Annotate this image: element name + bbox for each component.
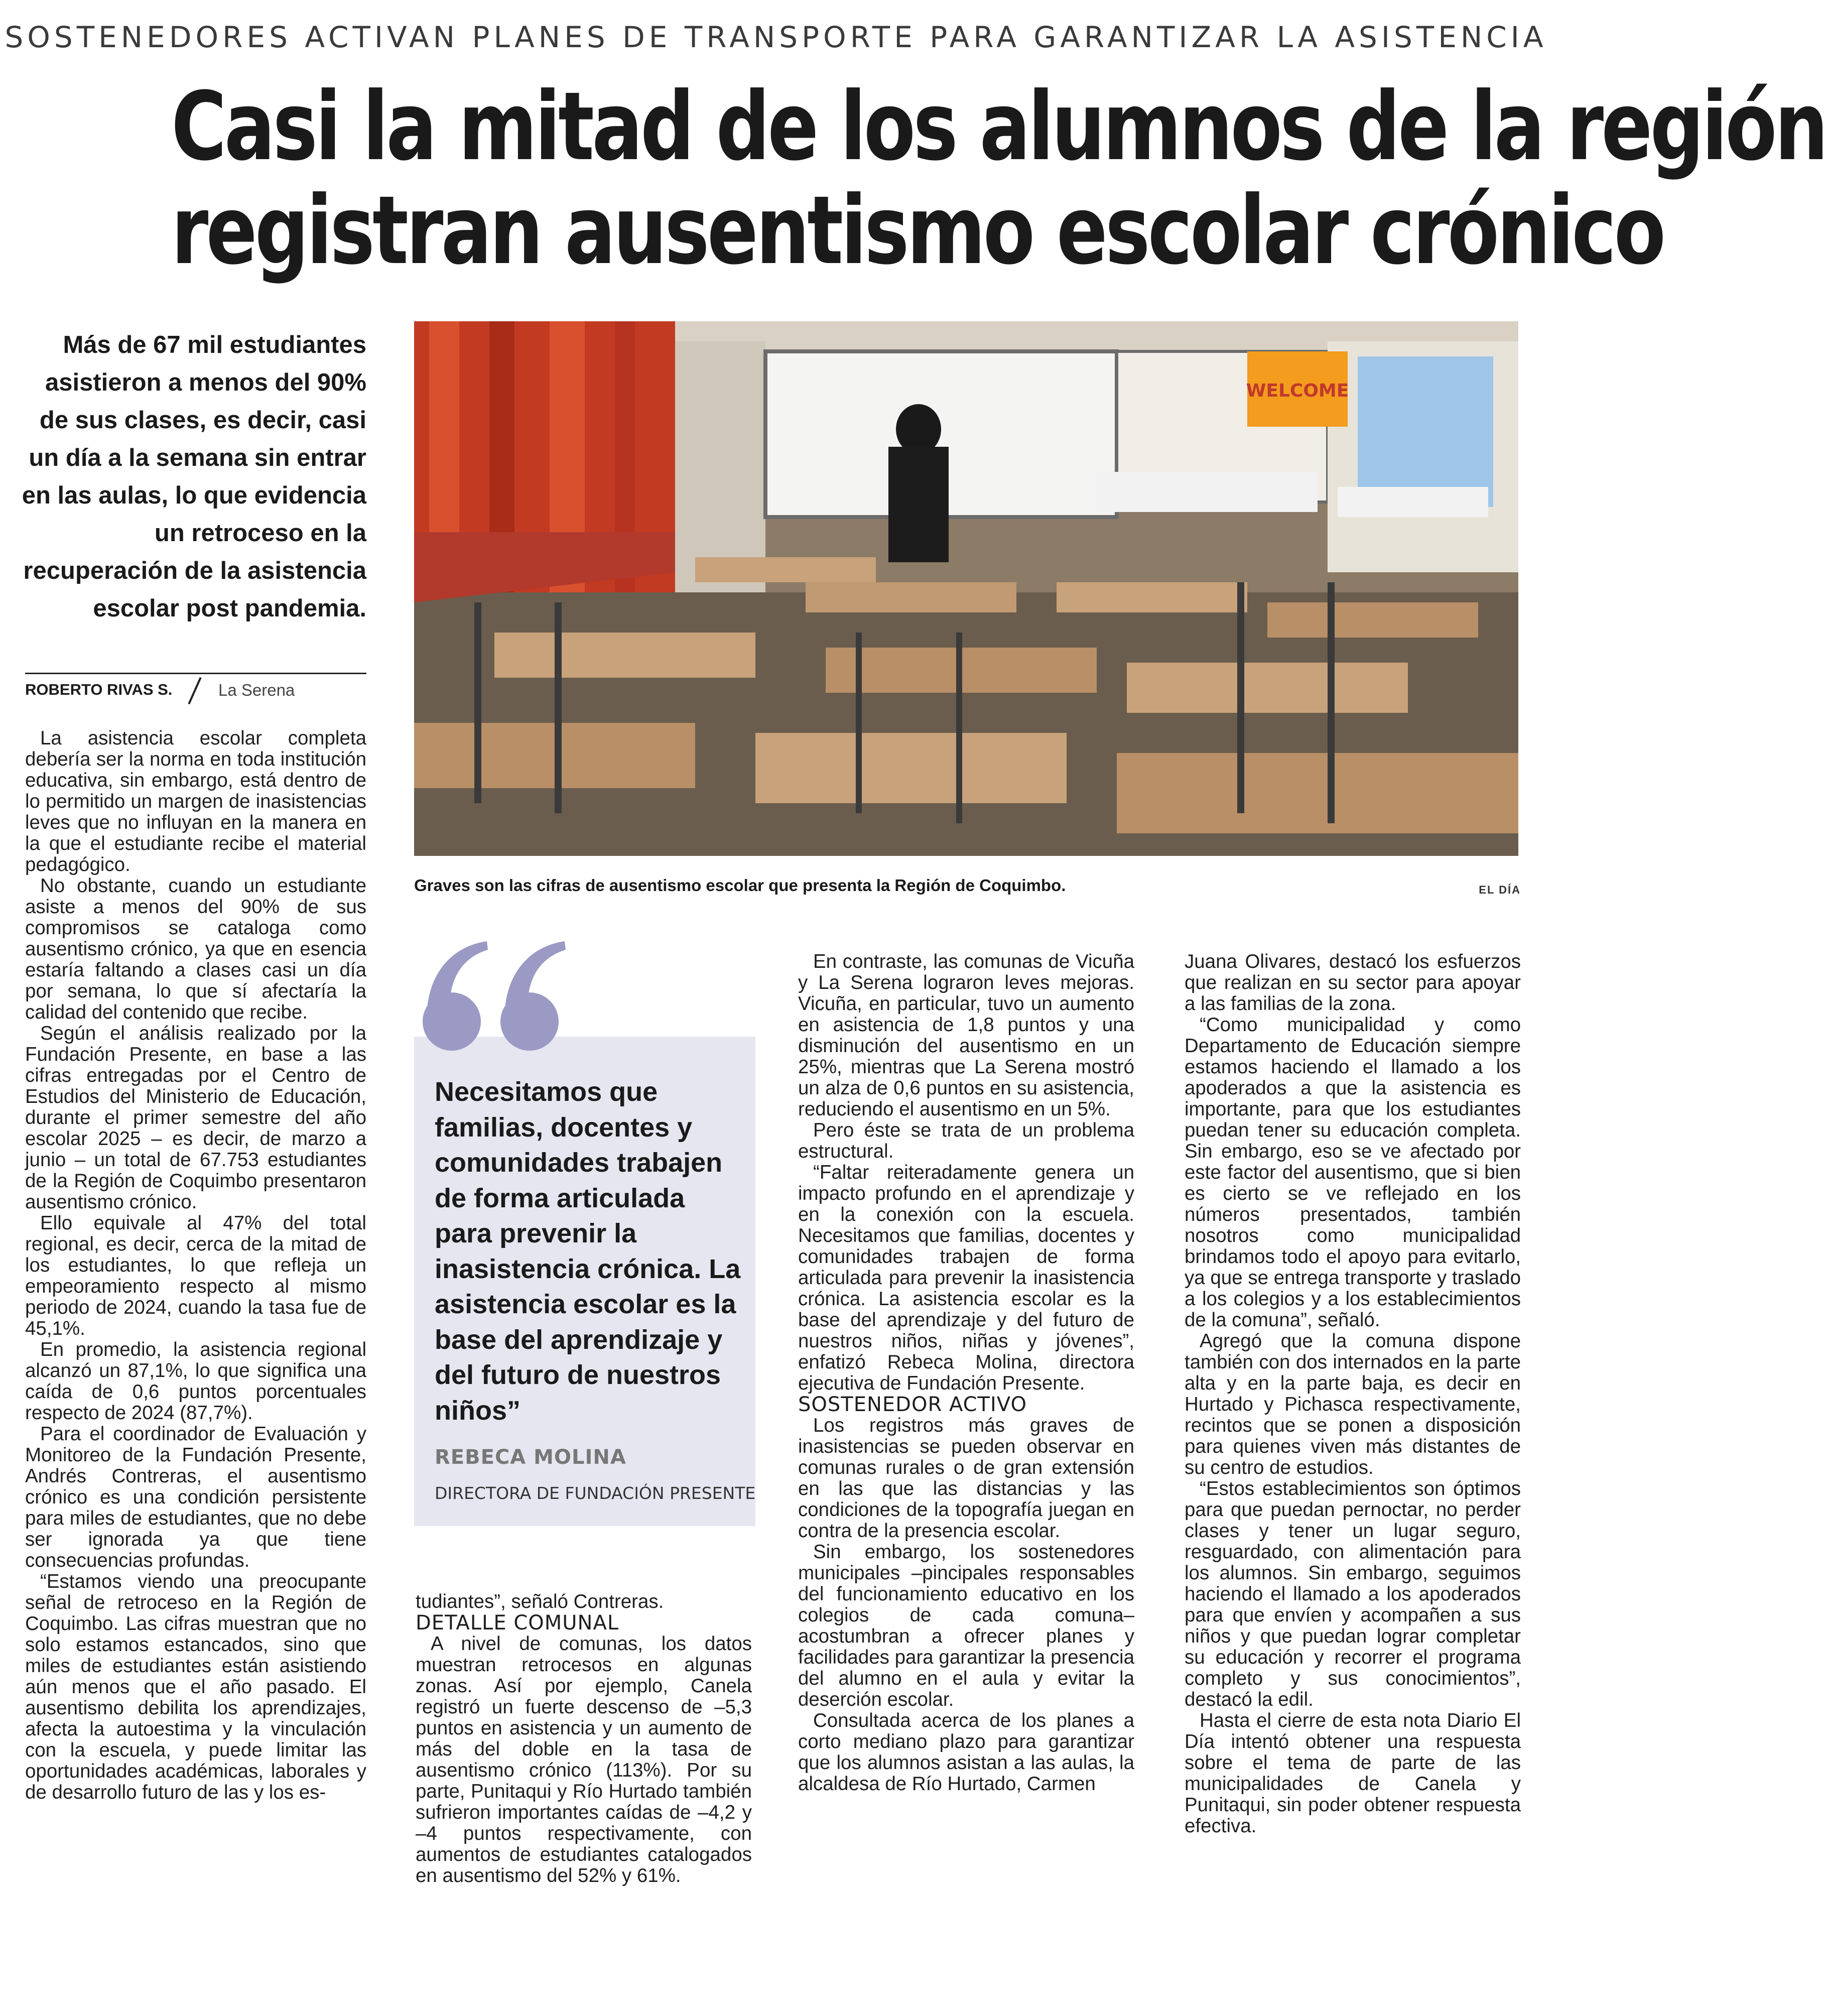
paragraph: Sin embargo, los sostenedores municipales –pincipales responsables del funcionamiento educativo en los colegios de cada comuna– acostumbran a ofrecer planes y facilidades para garantizar la presencia del alumno en el aula y evitar la deserción escolar. [798, 1541, 1134, 1710]
paragraph: A nivel de comunas, los datos muestran retrocesos en algunas zonas. Así por ejemplo, Canela registró un fuerte descenso de –5,3 puntos en asistencia y un aumento de más del doble en la tasa de ausentismo crónico (113%). Por su parte, Punitaqui y Río Hurtado también sufrieron importantes caídas de –4,2 y –4 puntos respectivamente, con aumentos de estudiantes catalogados en ausentismo del 52% y 61%. [416, 1633, 752, 1886]
photo-caption: Graves son las cifras de ausentismo escolar que presenta la Región de Coquimbo. [414, 876, 1066, 895]
paragraph: Para el coordinador de Evaluación y Monitoreo de la Fundación Presente, Andrés Contreras, el ausentismo crónico es una condición persistente para miles de estudiantes, que no debe ser ignorada ya que tiene consecuencias profundas. [25, 1423, 366, 1571]
body-column-4 [1185, 951, 1521, 1837]
paragraph: En promedio, la asistencia regional alcanzó un 87,1%, lo que significa una caída de 0,6 puntos porcentuales respecto de 2024 (87,7%). [25, 1339, 366, 1424]
kicker: SOSTENEDORES ACTIVAN PLANES DE TRANSPORTE PARA GARANTIZAR LA ASISTENCIA [5, 20, 1547, 54]
subheading-sostenedor-activo: SOSTENEDOR ACTIVO [798, 1393, 1027, 1416]
lead-paragraph: Más de 67 mil estudiantes asistieron a menos del 90% de sus clases, es decir, casi un día a la semana sin entrar en las aulas, lo que evidencia un retroceso en la recuperación de la asistencia escolar post pandemia. [22, 331, 366, 622]
welcome-banner-text: WELCOME [1246, 381, 1349, 401]
paragraph: Agregó que la comuna dispone también con dos internados en la parte alta y en la parte baja, es decir en Hurtado y Pichasca respectivamente, recintos que se ponen a disposición para quienes viven más distantes de su centro de estudios. [1185, 1330, 1521, 1478]
pull-quote-role: DIRECTORA DE FUNDACIÓN PRESENTE [435, 1483, 756, 1503]
headline-line-2: registran ausentismo escolar crónico [171, 175, 1664, 286]
paragraph: “Estamos viendo una preocupante señal de retroceso en la Región de Coquimbo. Las cifras muestran que no solo estamos estancados, sino que miles de estudiantes están asistiendo aún menos que el año pasado. El ausentismo debilita los aprendizajes, afecta la autoestima y la vinculación con la escuela, y puede limitar las oportunidades académicas, laborales y de desarrollo futuro de las y los es- [25, 1571, 366, 1803]
headline-line-1: Casi la mitad de los alumnos de la región [171, 72, 1826, 182]
paragraph: Ello equivale al 47% del total regional, es decir, cerca de la mitad de los estudiantes, lo que refleja un empeoramiento respecto al mismo periodo de 2024, cuando la tasa fue de 45,1%. [25, 1212, 366, 1339]
paragraph-continuation: tudiantes”, señaló Contreras. [416, 1591, 664, 1612]
paragraph: Pero éste se trata de un problema estructural. [798, 1119, 1134, 1162]
paragraph: La asistencia escolar completa debería ser la norma en toda institución educativa, sin embargo, está dentro de lo permitido un margen de inasistencias leves que no influyan en la manera en la que el estudiante recibe el material pedagógico. [25, 727, 366, 875]
paragraph: “Estos establecimientos son óptimos para que puedan pernoctar, no perder clases y tener un lugar seguro, resguardado, con alimentación para los alumnos. Sin embargo, seguimos haciendo el llamado a los apoderados para que envíen y acompañen a sus niños y que puedan lograr completar su educación y recorrer el programa completo y sus conocimientos”, destacó la edil. [1185, 1478, 1521, 1710]
paragraph: Los registros más graves de inasistencias se pueden observar en comunas rurales o de gran extensión en las que las distancias y las condiciones de la topografía juegan en contra de la presencia escolar. [798, 1415, 1134, 1542]
body-column-3 [798, 951, 1134, 1795]
classroom-illustration [414, 321, 1518, 856]
byline-place: La Serena [218, 681, 295, 699]
paragraph: En contraste, las comunas de Vicuña y La Serena lograron leves mejoras. Vicuña, en particular, tuvo un aumento en asistencia de 1,8 puntos y una disminución del ausentismo en un 25%, mientras que La Serena mostró un alza de 0,6 puntos en su asistencia, reduciendo el ausentismo en un 5%. [798, 951, 1134, 1120]
photo-credit: EL DÍA [1479, 884, 1521, 896]
subheading-detalle-comunal: DETALLE COMUNAL [416, 1611, 619, 1634]
paragraph: “Como municipalidad y como Departamento de Educación siempre estamos haciendo el llamado a los apoderados a que la asistencia es importante, para que los estudiantes puedan tener su educación completa. Sin embargo, eso se ve afectado por este factor del ausentismo, que si bien es cierto se ve reflejado en los números presentados, también nosotros como municipalidad brindamos todo el apoyo para evitarlo, ya que se entrega transporte y traslado a los colegios y a los establecimientos de la comuna”, señaló. [1185, 1014, 1521, 1331]
paragraph: “Faltar reiteradamente genera un impacto profundo en el aprendizaje y en la conexión con la escuela. Necesitamos que familias, docentes y comunidades trabajen de forma articulada para prevenir la inasistencia crónica. La asistencia escolar es la base del aprendizaje y del futuro de nuestros niños, niñas y jóvenes”, enfatizó Rebeca Molina, directora ejecutiva de Fundación Presente. [798, 1162, 1134, 1394]
paragraph-continuation: Juana Olivares, destacó los esfuerzos que realizan en su sector para apoyar a las familias de la zona. [1185, 951, 1521, 1015]
paragraph: No obstante, cuando un estudiante asiste a menos del 90% de sus compromisos se cataloga como ausentismo crónico, ya que en esencia estaría faltando a clases casi un día por semana, lo que sí afectaría la calidad del contenido que recibe. [25, 875, 366, 1023]
byline-author: ROBERTO RIVAS S. [25, 681, 173, 698]
paragraph: Hasta el cierre de esta nota Diario El Día intentó obtener una respuesta sobre el tema de parte de las municipalidades de Canela y Punitaqui, sin poder obtener respuesta efectiva. [1185, 1710, 1521, 1837]
quote-mark-icon [412, 934, 572, 1054]
headline [171, 72, 1826, 286]
pull-quote-text: Necesitamos que familias, docentes y comunidades trabajen de forma articulada para prevenir la inasistencia crónica. La asistencia escolar es la base del aprendizaje y del futuro de nuestros niños” [435, 1077, 741, 1426]
byline [25, 673, 366, 704]
body-column-2 [416, 1591, 752, 1886]
paragraph: Según el análisis realizado por la Fundación Presente, en base a las cifras entregadas por el Centro de Estudios del Ministerio de Educación, durante el primer semestre del año escolar 2025 – es decir, de marzo a junio – un total de 67.753 estudiantes de la Región de Coquimbo presentaron ausentismo crónico. [25, 1023, 366, 1213]
byline-divider [188, 677, 201, 705]
paragraph: Consultada acerca de los planes a corto mediano plazo para garantizar que los alumnos asistan a las aulas, la alcaldesa de Río Hurtado, Carmen [798, 1710, 1134, 1795]
classroom-photo [414, 321, 1518, 856]
pull-quote-name: REBECA MOLINA [435, 1446, 626, 1469]
body-column-1 [25, 728, 366, 1803]
